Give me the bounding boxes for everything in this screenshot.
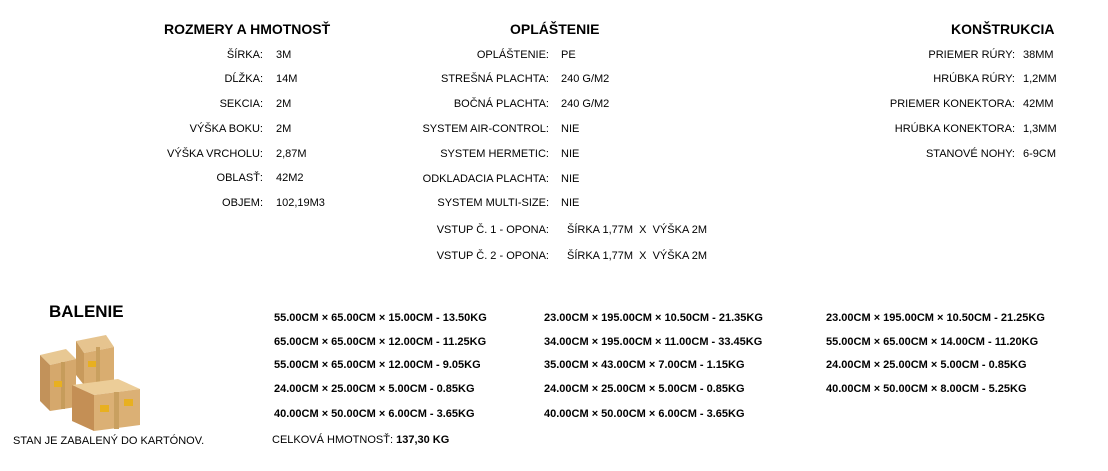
spec-label: STREŠNÁ PLACHTA: [441,73,549,85]
spec-value: NIE [561,123,580,135]
spec-label: PRIEMER RÚRY: [928,49,1015,61]
package-item: 24.00CM × 25.00CM × 5.00CM - 0.85KG [826,359,1027,371]
package-item: 24.00CM × 25.00CM × 5.00CM - 0.85KG [544,383,745,395]
spec-label: SYSTEM AIR-CONTROL: [422,123,549,135]
spec-label: DĹŽKA: [224,73,263,85]
total-weight-value: 137,30 KG [396,434,450,446]
spec-value: 2M [276,98,292,110]
spec-value: 2M [276,123,292,135]
spec-label: HRÚBKA KONEKTORA: [894,123,1015,135]
spec-label: VÝŠKA VRCHOLU: [167,148,263,160]
spec-value: 42MM [1023,98,1054,110]
spec-label: PRIEMER KONEKTORA: [889,98,1015,110]
spec-value: 240 G/M2 [561,73,610,85]
cardboard-boxes-icon [36,333,146,433]
dimensions-title: ROZMERY A HMOTNOSŤ [164,21,331,37]
spec-value: 2,87M [276,148,307,160]
spec-value: ŠÍRKA 1,77M X VÝŠKA 2M [567,224,708,236]
package-item: 40.00CM × 50.00CM × 6.00CM - 3.65KG [544,408,745,420]
spec-value: NIE [561,197,580,209]
spec-value: PE [561,49,576,61]
spec-label: VÝŠKA BOKU: [189,123,263,135]
packaging-title: BALENIE [49,302,124,321]
spec-label: ŠÍRKA: [226,49,263,61]
package-item: 55.00CM × 65.00CM × 15.00CM - 13.50KG [274,312,487,324]
spec-value: ŠÍRKA 1,77M X VÝŠKA 2M [567,250,708,262]
package-item: 55.00CM × 65.00CM × 12.00CM - 9.05KG [274,359,481,371]
spec-row [0,173,579,185]
spec-label: OBJEM: [222,197,263,209]
spec-value: 38MM [1023,49,1054,61]
total-weight [272,434,449,446]
spec-row [0,224,707,236]
package-item: 40.00CM × 50.00CM × 6.00CM - 3.65KG [274,408,475,420]
package-item: 23.00CM × 195.00CM × 10.50CM - 21.35KG [544,312,763,324]
spec-label: SYSTEM HERMETIC: [440,148,549,160]
package-item: 40.00CM × 50.00CM × 8.00CM - 5.25KG [826,383,1027,395]
spec-row [0,49,1054,61]
package-item: 23.00CM × 195.00CM × 10.50CM - 21.25KG [826,312,1045,324]
covering-title: OPLÁŠTENIE [510,21,600,37]
spec-label: ODKLADACIA PLACHTA: [422,173,549,185]
spec-value: 1,3MM [1023,123,1057,135]
spec-value: 14M [276,73,298,85]
spec-value: NIE [561,173,580,185]
spec-row [0,197,579,209]
spec-label: OBLASŤ: [216,172,263,184]
spec-value: 1,2MM [1023,73,1057,85]
spec-value: NIE [561,148,580,160]
spec-label: OPLÁŠTENIE: [476,49,549,61]
package-item: 55.00CM × 65.00CM × 14.00CM - 11.20KG [826,336,1039,348]
packaging-caption: STAN JE ZABALENÝ DO KARTÓNOV. [13,435,205,447]
spec-label: STANOVÉ NOHY: [925,148,1015,160]
package-item: 34.00CM × 195.00CM × 11.00CM - 33.45KG [544,336,763,348]
spec-label: SYSTEM MULTI-SIZE: [437,197,549,209]
spec-value: 3M [276,49,292,61]
spec-label: HRÚBKA RÚRY: [933,73,1015,85]
spec-value: 42M2 [276,172,304,184]
spec-value: 6-9CM [1023,148,1057,160]
package-item: 35.00CM × 43.00CM × 7.00CM - 1.15KG [544,359,745,371]
spec-value: 240 G/M2 [561,98,610,110]
spec-label: VSTUP Č. 1 - OPONA: [436,224,549,236]
spec-row [0,98,1054,110]
package-item: 65.00CM × 65.00CM × 12.00CM - 11.25KG [274,336,487,348]
spec-value: 102,19M3 [276,197,325,209]
spec-label: VSTUP Č. 2 - OPONA: [436,250,549,262]
spec-row [0,148,1056,160]
spec-label: BOČNÁ PLACHTA: [453,98,549,110]
spec-row [0,73,1057,85]
package-item: 24.00CM × 25.00CM × 5.00CM - 0.85KG [274,383,475,395]
spec-row [0,123,1057,135]
spec-label: SEKCIA: [219,98,263,110]
construction-title: KONŠTRUKCIA [951,21,1055,37]
total-weight-label: CELKOVÁ HMOTNOSŤ: [272,434,394,446]
spec-row [0,250,707,262]
